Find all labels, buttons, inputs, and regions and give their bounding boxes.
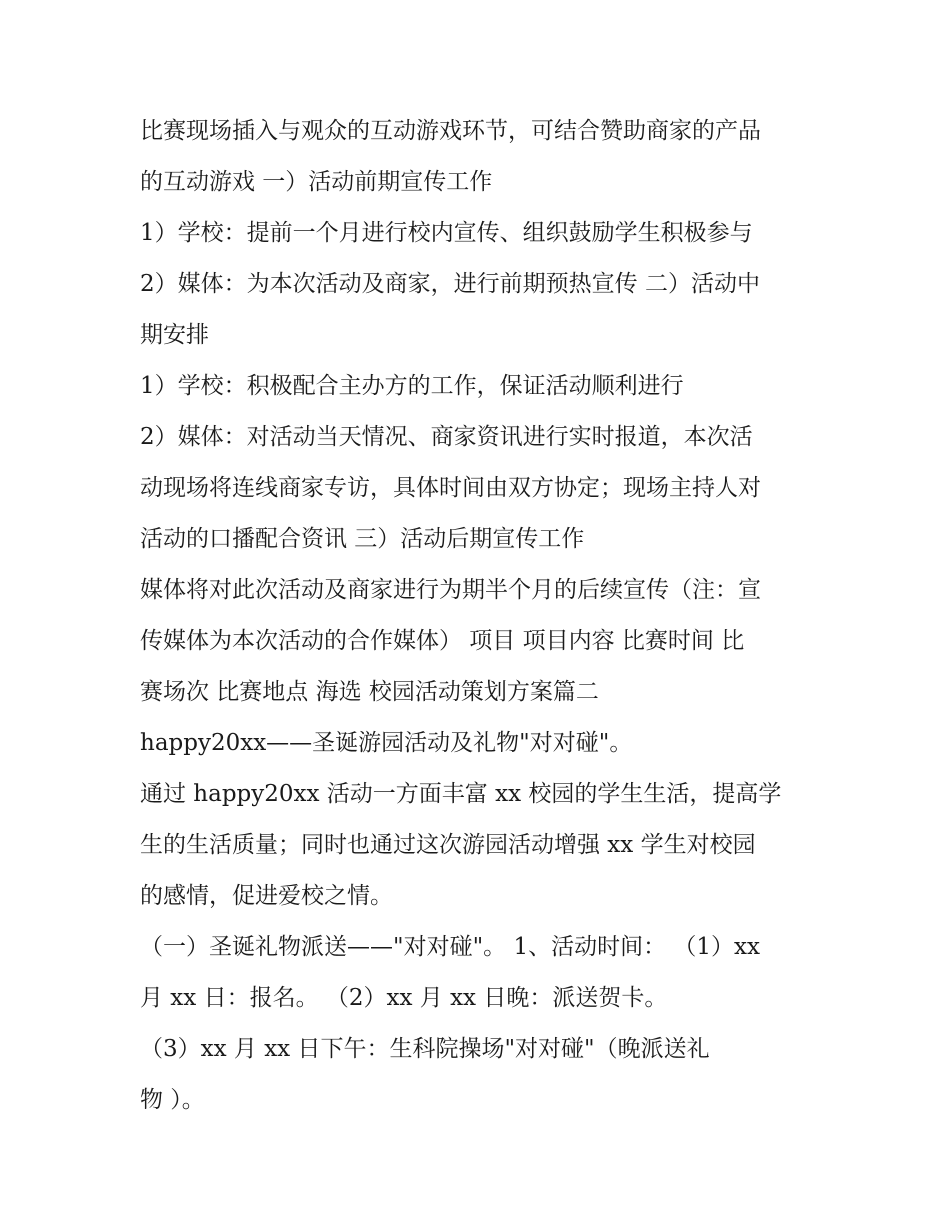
text-line: 的感情，促进爱校之情。 [140,883,393,909]
text-line: 动现场将连线商家专访，具体时间由双方协定；现场主持人对 [140,475,761,501]
text-line: 的互动游戏 一）活动前期宣传工作 [140,169,493,195]
text-line: （3）xx 月 xx 日下午：生科院操场"对对碰"（晚派送礼 [140,1036,710,1062]
text-line: 物 ）。 [140,1087,205,1113]
text-line: happy20xx——圣诞游园活动及礼物"对对碰"。 [140,730,633,756]
text-line: 活动的口播配合资讯 三）活动后期宣传工作 [140,526,585,552]
text-line: 1）学校：提前一个月进行校内宣传、组织鼓励学生积极参与 [140,220,753,246]
text-line: 1）学校：积极配合主办方的工作，保证活动顺利进行 [140,373,684,399]
text-line: 媒体将对此次活动及商家进行为期半个月的后续宣传（注：宣 [140,577,761,603]
text-line: 传媒体为本次活动的合作媒体） 项目 项目内容 比赛时间 比 [140,628,745,654]
text-line: 生的生活质量；同时也通过这次游园活动增强 xx 学生对校园 [140,832,756,858]
text-line: 2）媒体：为本次活动及商家，进行前期预热宣传 二）活动中 [140,271,760,297]
text-line: 通过 happy20xx 活动一方面丰富 xx 校园的学生生活，提高学 [140,781,782,807]
document-body [140,106,820,1126]
text-line: 2）媒体：对活动当天情况、商家资讯进行实时报道，本次活 [140,424,753,450]
text-line: （一）圣诞礼物派送——"对对碰"。 1、活动时间： （1）xx [140,934,760,960]
text-line: 月 xx 日：报名。 （2）xx 月 xx 日晚：派送贺卡。 [140,985,668,1011]
text-line: 比赛现场插入与观众的互动游戏环节，可结合赞助商家的产品 [140,118,761,144]
text-line: 期安排 [140,322,209,348]
text-line: 赛场次 比赛地点 海选 校园活动策划方案篇二 [140,679,599,705]
